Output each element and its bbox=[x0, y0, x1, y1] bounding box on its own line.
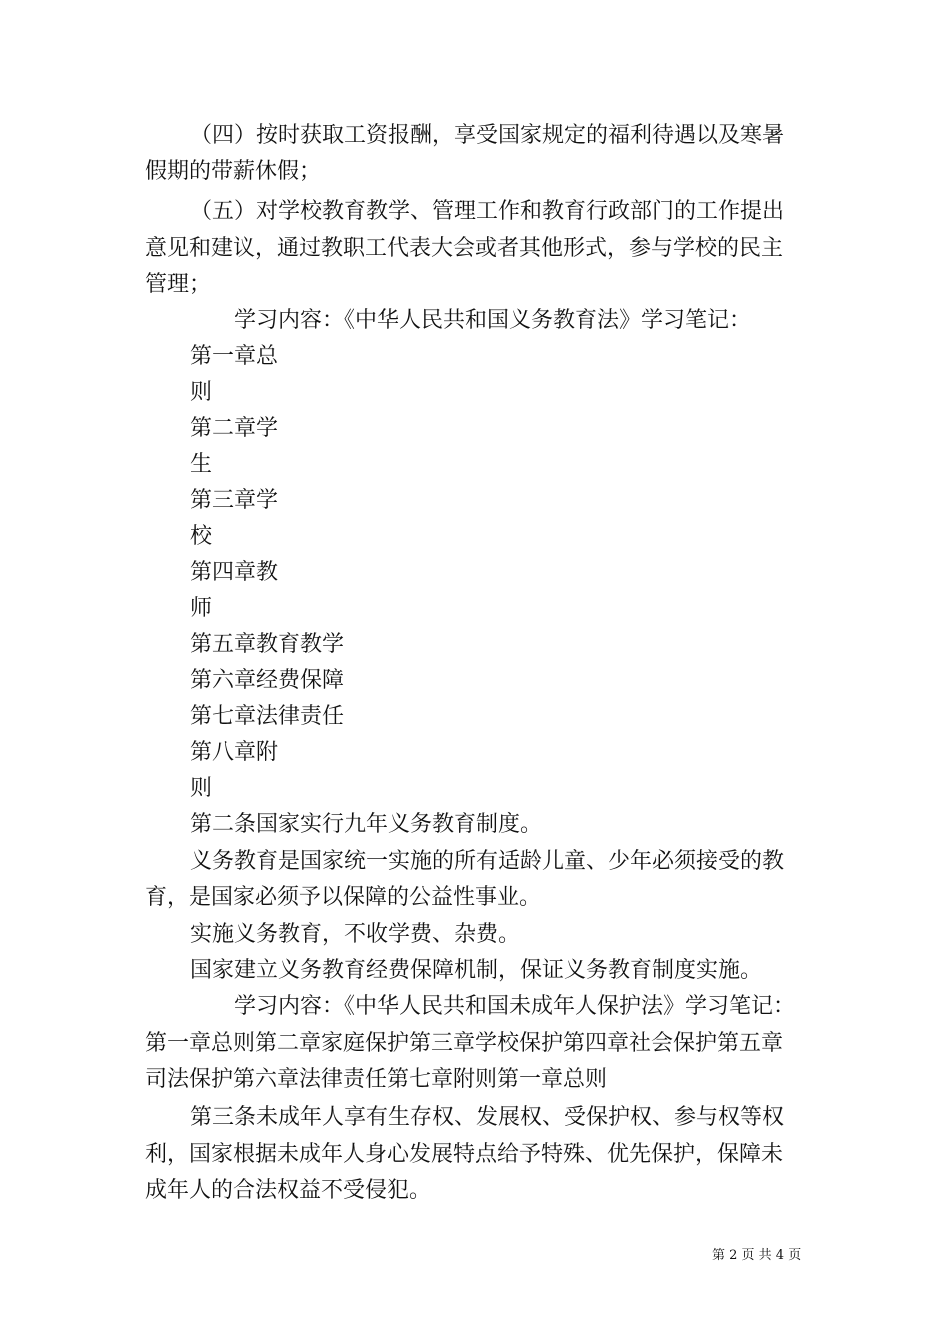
chapter-line: 第六章经费保障 bbox=[190, 668, 345, 693]
article-3-line-2: 利，国家根据未成年人身心发展特点给予特殊、优先保护，保障未 bbox=[145, 1142, 784, 1167]
chapter-line: 第二章学 bbox=[190, 416, 279, 441]
chapter-line: 生 bbox=[190, 452, 213, 477]
paragraph-5-line-2: 意见和建议，通过教职工代表大会或者其他形式，参与学校的民主 bbox=[145, 236, 784, 261]
compulsory-education-heading: 学习内容：《中华人民共和国义务教育法》学习笔记： bbox=[234, 308, 752, 333]
chapter-line: 校 bbox=[190, 524, 213, 549]
paragraph-5-line-1: （五）对学校教育教学、管理工作和教育行政部门的工作提出 bbox=[190, 199, 785, 224]
article-3-line-3: 成年人的合法权益不受侵犯。 bbox=[145, 1178, 432, 1203]
article-2: 第二条国家实行九年义务教育制度。 bbox=[190, 812, 543, 837]
chapter-line: 则 bbox=[190, 776, 213, 801]
minor-chapters-line-1: 第一章总则第二章家庭保护第三章学校保护第四章社会保护第五章 bbox=[145, 1031, 784, 1056]
compulsory-text-line-3: 实施义务教育，不收学费、杂费。 bbox=[190, 922, 521, 947]
minor-protection-heading: 学习内容：《中华人民共和国未成年人保护法》学习笔记： bbox=[234, 994, 796, 1019]
page-number-footer: 第 2 页 共 4 页 bbox=[712, 1248, 802, 1263]
chapter-line: 第三章学 bbox=[190, 488, 279, 513]
chapter-line: 则 bbox=[190, 380, 213, 405]
chapter-line: 第八章附 bbox=[190, 740, 279, 765]
compulsory-text-line-2: 育，是国家必须予以保障的公益性事业。 bbox=[145, 885, 542, 910]
minor-chapters-line-2: 司法保护第六章法律责任第七章附则第一章总则 bbox=[145, 1067, 608, 1092]
chapter-line: 第七章法律责任 bbox=[190, 704, 345, 729]
chapter-line: 第四章教 bbox=[190, 560, 279, 585]
compulsory-text-line-1: 义务教育是国家统一实施的所有适龄儿童、少年必须接受的教 bbox=[190, 849, 785, 874]
paragraph-4-line-1: （四）按时获取工资报酬，享受国家规定的福利待遇以及寒暑 bbox=[190, 123, 785, 148]
paragraph-4-line-2: 假期的带薪休假； bbox=[145, 159, 322, 184]
paragraph-5-line-3: 管理； bbox=[145, 272, 212, 297]
article-3-line-1: 第三条未成年人享有生存权、发展权、受保护权、参与权等权 bbox=[190, 1105, 785, 1130]
chapter-line: 第一章总 bbox=[190, 344, 279, 369]
chapter-line: 第五章教育教学 bbox=[190, 632, 345, 657]
chapter-line: 师 bbox=[190, 596, 213, 621]
compulsory-text-line-4: 国家建立义务教育经费保障机制，保证义务教育制度实施。 bbox=[190, 958, 763, 983]
